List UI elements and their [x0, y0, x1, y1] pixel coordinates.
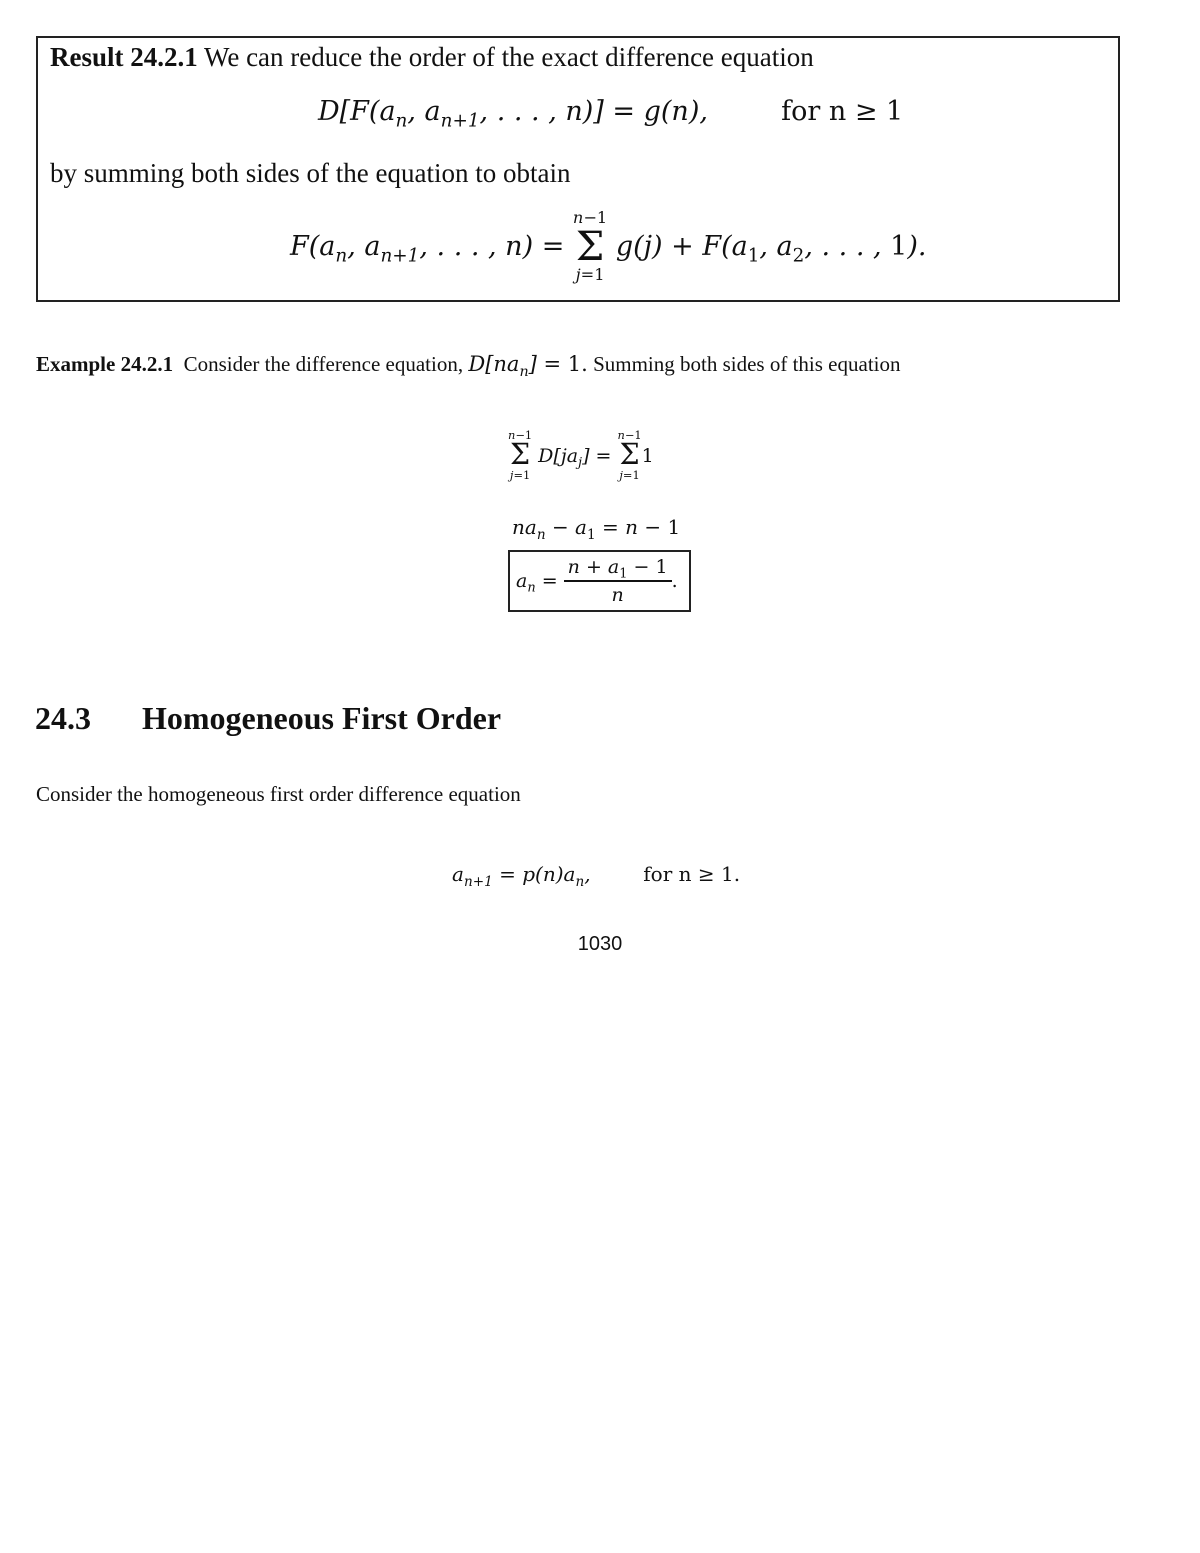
- result-equation-1-condition: for n ≥ 1: [781, 96, 904, 127]
- summation-symbol: n−1 Σ j=1: [508, 428, 533, 482]
- result-equation-2: $F(a_n$, $a_{n+1}$, . . . , n) = n−1 Σ j=1 $g(j) + F(a_1$, $a_2$, . . . , 1).: [290, 208, 927, 284]
- section-title: Homogeneous First Order: [142, 700, 502, 736]
- result-intro-text: We can reduce the order of the exact difference equation: [204, 42, 814, 72]
- summation-symbol: n−1 Σ j=1: [572, 208, 608, 284]
- example-sum-equation: n−1 Σ j=1 $D[ja_j]$ = n−1 Σ j=1 1: [508, 428, 654, 482]
- result-label: Result 24.2.1: [50, 42, 198, 72]
- homogeneous-equation: $a_{n+1} = p(n)a_n$, for n ≥ 1.: [452, 862, 741, 890]
- example-text-after: Summing both sides of this equation: [593, 352, 901, 376]
- summation-symbol: n−1 Σ j=1: [617, 428, 642, 482]
- fraction: $\frac{n + a_1 - 1}{n}$: [564, 556, 672, 606]
- result-box: [36, 36, 1120, 302]
- example-step-equation: $na_n - a_1 = n - 1$: [512, 515, 681, 543]
- example-label: Example 24.2.1: [36, 352, 174, 376]
- example-inline-equation: $D[na_n] = 1$.: [468, 352, 588, 380]
- section-number: 24.3: [35, 700, 91, 736]
- example-boxed-result: $a_n$ = $\frac{n + a_1 - 1}{n}$ .: [508, 550, 691, 612]
- result-equation-1: $D[F(a_n$, $a_{n+1}$, . . . , n)] = g(n), for n ≥ 1: [318, 96, 904, 132]
- result-statement: [50, 42, 814, 73]
- example-text-before: Consider the difference equation,: [183, 352, 464, 376]
- section-heading: [35, 700, 501, 737]
- example-paragraph: [36, 352, 901, 380]
- homogeneous-equation-condition: for n ≥ 1.: [643, 862, 741, 886]
- result-middle-text: by summing both sides of the equation to obtain: [50, 158, 571, 188]
- intro-paragraph: Consider the homogeneous first order difference equation: [36, 782, 521, 806]
- page-number: 1030: [577, 933, 623, 955]
